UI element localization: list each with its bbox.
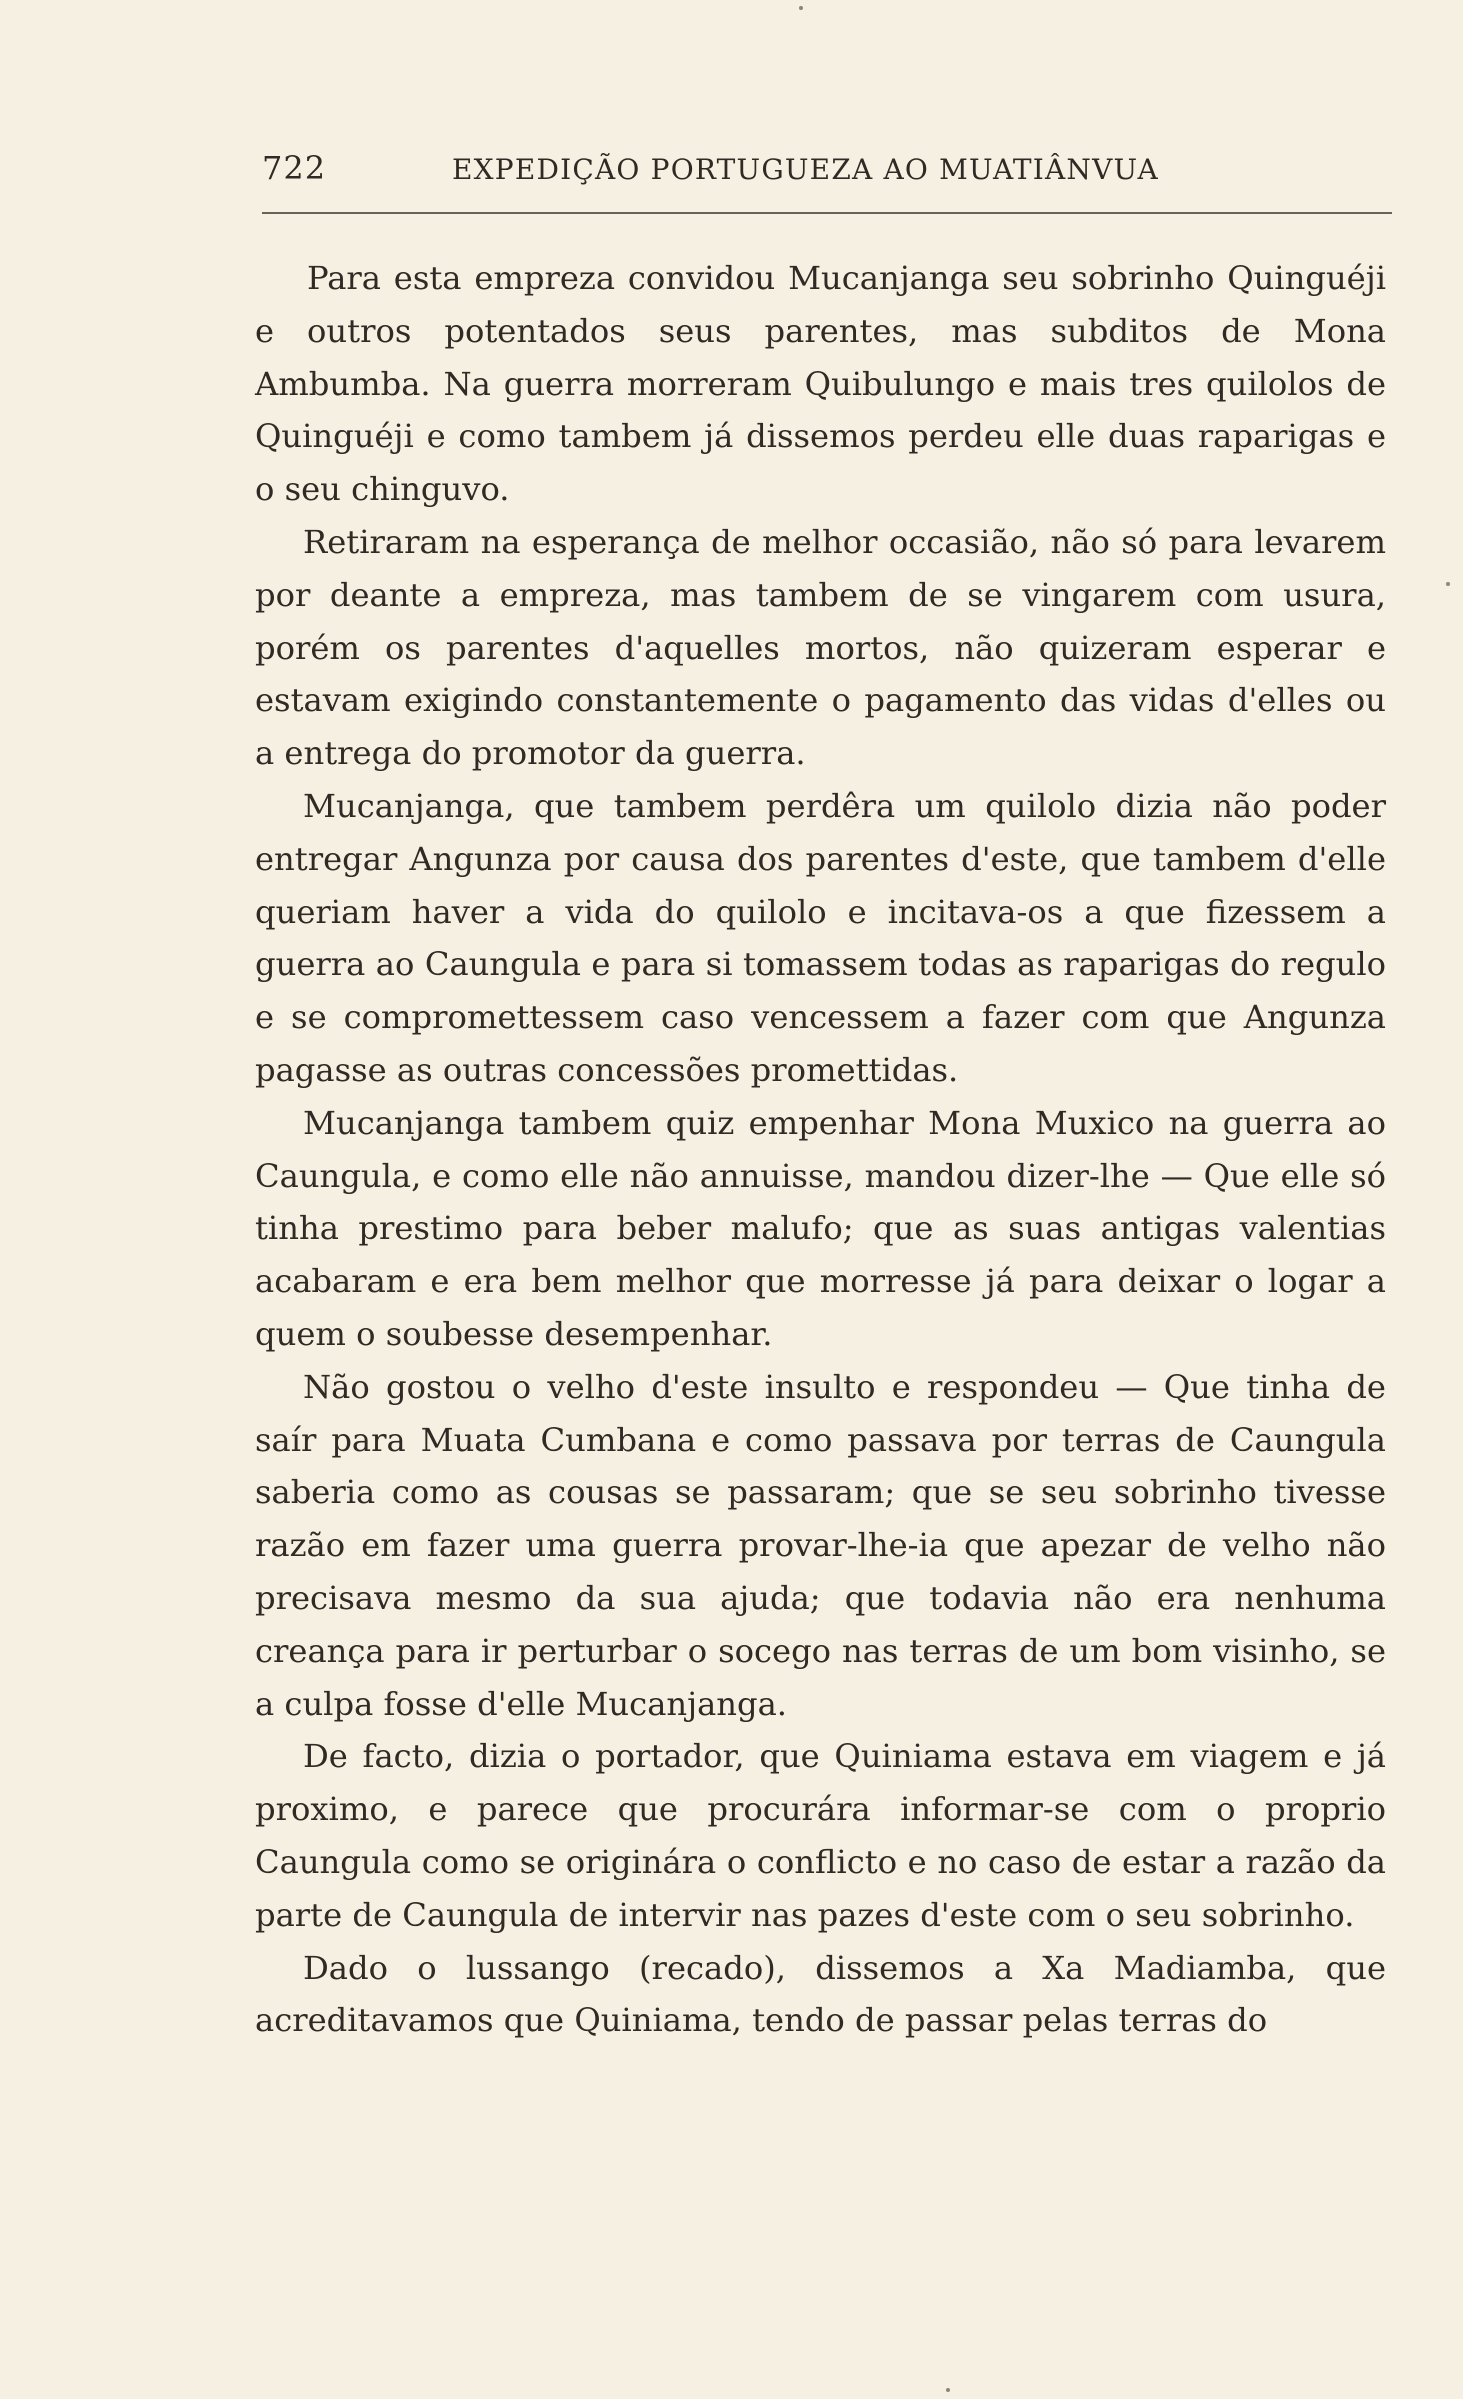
paragraph-2: Retiraram na esperança de melhor occasião, não só para levarem por deante a empreza, mas tambem de se vingarem com usura, porém os parentes d'aquelles mortos, não quizeram esperar e estavam exigindo constantemente o pagamento das vidas d'elles ou a entrega do promotor da guerra. [255, 522, 1386, 773]
running-title: EXPEDIÇÃO PORTUGUEZA AO MUATIÂNVUA [452, 153, 1159, 186]
page-header [262, 148, 1392, 198]
page-number: 722 [262, 149, 327, 187]
paragraph-7: Dado o lussango (recado), dissemos a Xa Madiamba, que acreditavamos que Quiniama, tendo de passar pelas terras do [255, 1948, 1386, 2040]
paragraph-4: Mucanjanga tambem quiz empenhar Mona Muxico na guerra ao Caungula, e como elle não annuisse, mandou dizer-lhe — Que elle só tinha prestimo para beber malufo; que as suas antigas valentias acabaram e era bem melhor que morresse já para deixar o logar a quem o soubesse desempenhar. [255, 1103, 1386, 1353]
paragraph-3: Mucanjanga, que tambem perdêra um quilolo dizia não poder entregar Angunza por causa dos parentes d'este, que tambem d'elle queriam haver a vida do quilolo e incitava-os a que fizessem a guerra ao Caungula e para si tomassem todas as raparigas do regulo e se compromettessem caso vencessem a fazer com que Angunza pagasse as outras concessões promettidas. [255, 786, 1386, 1089]
body-text [255, 252, 1386, 2047]
paragraph-1: Para esta empreza convidou Mucanjanga seu sobrinho Quinguéji e outros potentados seus parentes, mas subditos de Mona Ambumba. Na guerra morreram Quibulungo e mais tres quilolos de Quinguéji e como tambem já dissemos perdeu elle duas raparigas e o seu chinguvo. [255, 259, 1386, 509]
paragraph-6: De facto, dizia o portador, que Quiniama estava em viagem e já proximo, e parece que procurára informar-se com o proprio Caungula como se originára o conflicto e no caso de estar a razão da parte de Caungula de intervir nas pazes d'este com o seu sobrinho. [255, 1737, 1386, 1934]
paper-speck [946, 2388, 950, 2392]
paper-speck [799, 6, 803, 10]
paragraph-5: Não gostou o velho d'este insulto e respondeu — Que tinha de saír para Muata Cumbana e como passava por terras de Caungula saberia como as cousas se passaram; que se seu sobrinho tivesse razão em fazer uma guerra provar-lhe-ia que apezar de velho não precisava mesmo da sua ajuda; que todavia não era nenhuma creança para ir perturbar o socego nas terras de um bom visinho, se a culpa fosse d'elle Mucanjanga. [255, 1367, 1386, 1723]
header-rule [262, 212, 1392, 214]
paper-speck [1446, 582, 1450, 586]
